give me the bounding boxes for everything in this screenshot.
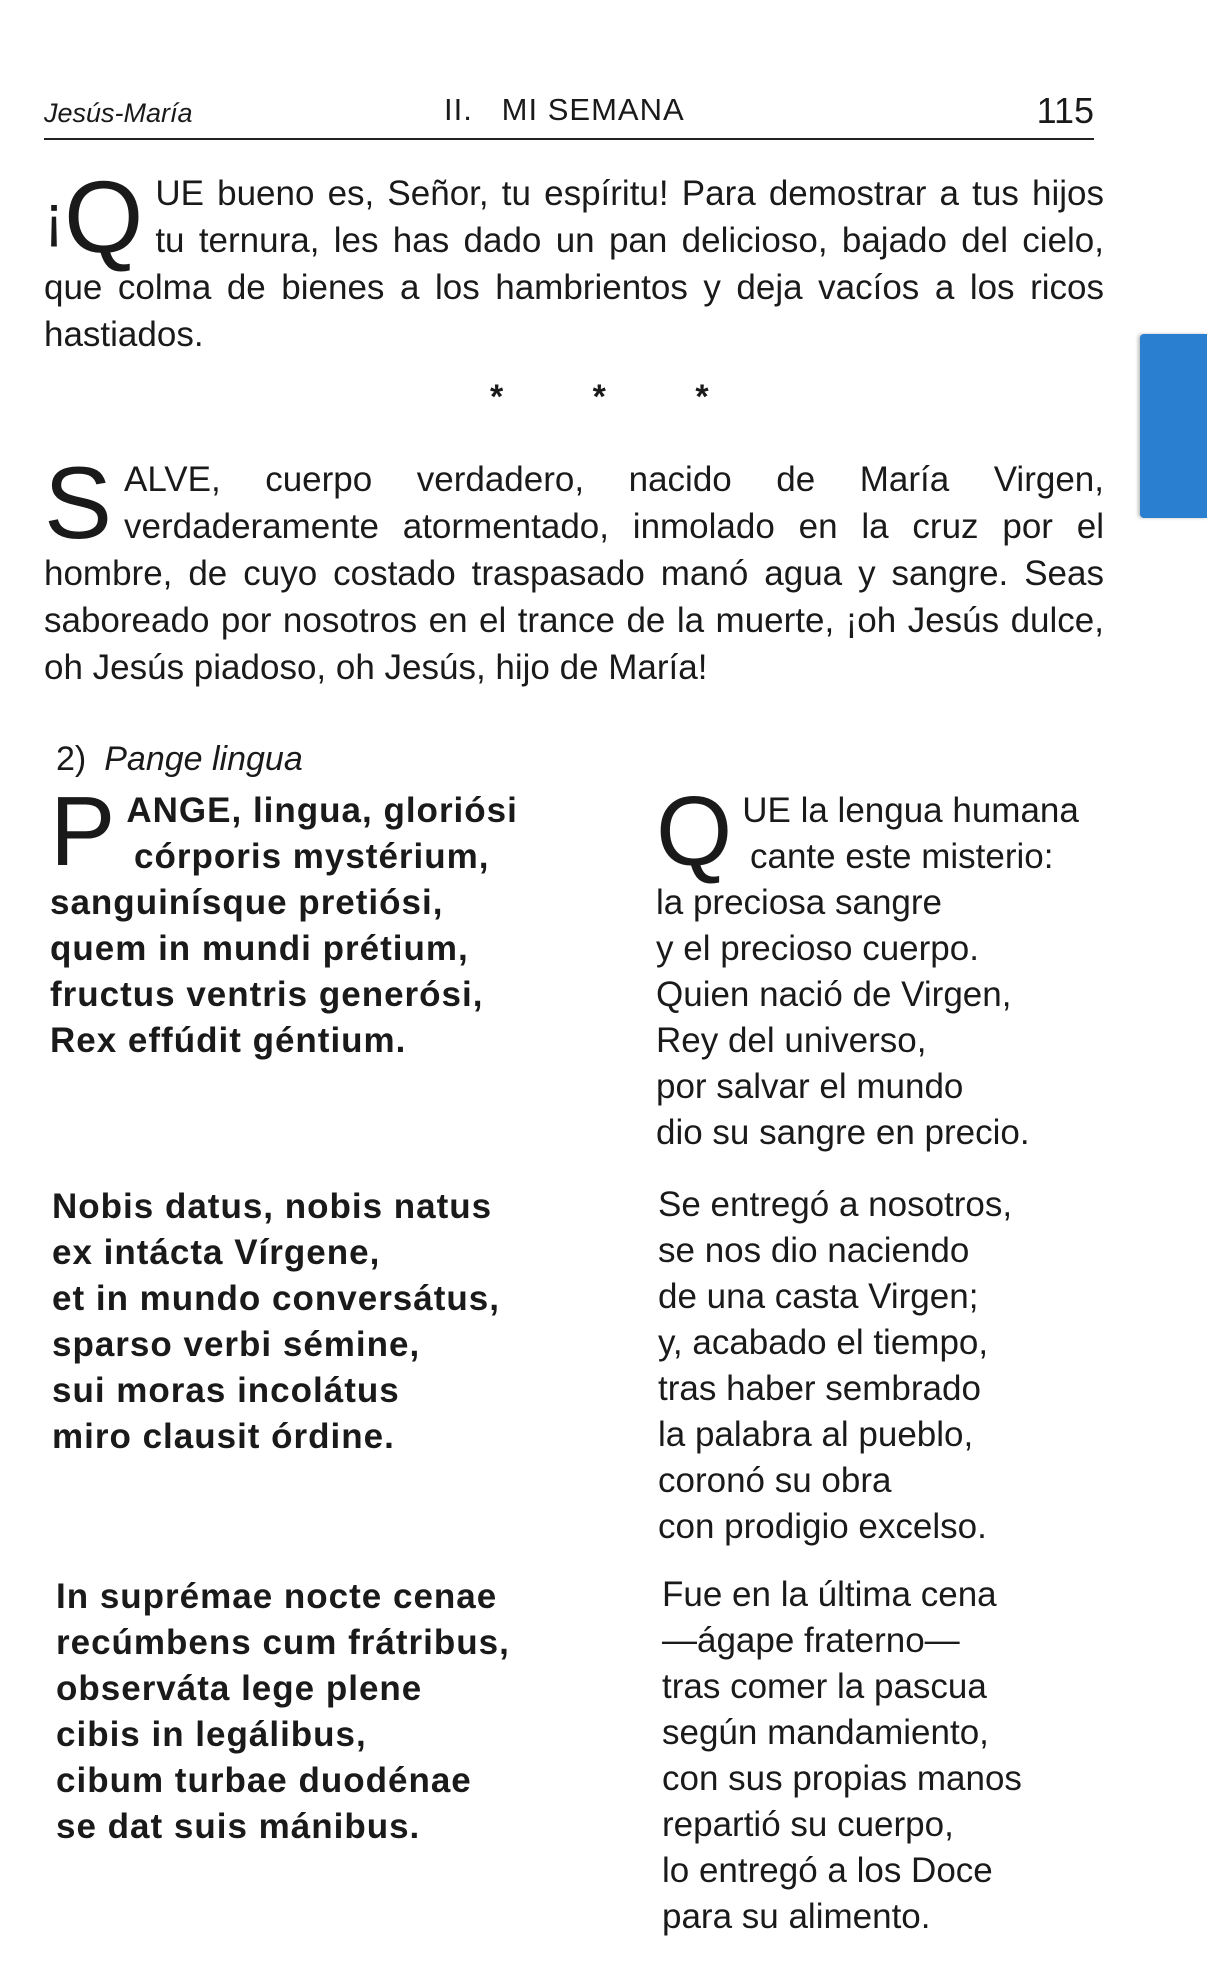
verse-line: observáta lege plene xyxy=(56,1669,423,1708)
verse-line: la preciosa sangre xyxy=(656,883,942,922)
salve-paragraph xyxy=(44,446,1104,691)
verse-line: córporis mystérium, xyxy=(134,837,490,876)
intro-small-caps: UE xyxy=(155,174,204,213)
intro-paragraph xyxy=(44,160,1104,358)
verse-line: lo entregó a los Doce xyxy=(662,1851,993,1890)
verse-line: Se entregó a nosotros, xyxy=(658,1185,1013,1224)
verse-line: Rex effúdit géntium. xyxy=(50,1021,407,1060)
latin-first-rest: lingua, gloriósi xyxy=(242,791,518,830)
latin-small-caps: ANGE, xyxy=(126,791,243,830)
stanza-1-latin xyxy=(50,776,518,1064)
verse-line: sui moras incolátus xyxy=(52,1371,400,1410)
bookmark-tab xyxy=(1140,334,1207,518)
stanza-1-spanish xyxy=(656,776,1079,1156)
verse-line: Quien nació de Virgen, xyxy=(656,975,1012,1014)
verse-line: coronó su obra xyxy=(658,1461,892,1500)
verse-line: según mandamiento, xyxy=(662,1713,989,1752)
latin-drop-cap: P xyxy=(50,776,117,886)
salve-small-caps: ALVE, xyxy=(124,460,221,499)
verse-line: de una casta Virgen; xyxy=(658,1277,979,1316)
spanish-drop-cap: Q xyxy=(656,776,733,886)
salve-text: cuerpo verdadero, nacido de María Virgen, verdaderamente atormentado, inmolado en la cruz por el hombre, de cuyo costado traspasado manó agua y sangre. Seas saboreado por nosotros en el trance de la muerte, ¡oh Jesús dulce, oh Jesús piadoso, oh Jesús, hijo de María! xyxy=(44,460,1104,687)
intro-opening-punct: ¡ xyxy=(44,183,64,250)
verse-line: sanguinísque pretiósi, xyxy=(50,883,444,922)
header-chapter: II. MI SEMANA xyxy=(444,92,685,127)
page-number: 115 xyxy=(1036,90,1094,131)
verse-line: Rey del universo, xyxy=(656,1021,927,1060)
intro-text: bueno es, Señor, tu espíritu! Para demostrar a tus hijos tu ternura, les has dado un pan delicioso, bajado del cielo, que colma de bienes a los hambrientos y deja vacíos a los ricos hastiados. xyxy=(44,174,1104,354)
verse-line: y, acabado el tiempo, xyxy=(658,1323,989,1362)
verse-line: fructus ventris generósi, xyxy=(50,975,484,1014)
verse-line: quem in mundi prétium, xyxy=(50,929,469,968)
stanza-3-spanish xyxy=(662,1572,1022,1940)
section-number: 2) xyxy=(56,740,87,778)
verse-line: repartió su cuerpo, xyxy=(662,1805,954,1844)
section-heading xyxy=(56,740,303,779)
verse-line: recúmbens cum frátribus, xyxy=(56,1623,510,1662)
verse-line: con prodigio excelso. xyxy=(658,1507,987,1546)
section-separator: * * * xyxy=(490,378,749,416)
verse-line: sparso verbi sémine, xyxy=(52,1325,421,1364)
verse-line: la palabra al pueblo, xyxy=(658,1415,974,1454)
stanza-3-latin xyxy=(56,1574,510,1850)
verse-line: se nos dio naciendo xyxy=(658,1231,970,1270)
verse-line: tras haber sembrado xyxy=(658,1369,981,1408)
spanish-first-rest: la lengua humana xyxy=(790,791,1079,830)
verse-line: para su alimento. xyxy=(662,1897,931,1936)
verse-line: Fue en la última cena xyxy=(662,1575,997,1614)
verse-line: cante este misterio: xyxy=(750,837,1054,876)
verse-line: —ágape fraterno— xyxy=(662,1621,960,1660)
verse-line: tras comer la pascua xyxy=(662,1667,987,1706)
verse-line: dio su sangre en precio. xyxy=(656,1113,1030,1152)
page-header xyxy=(44,88,1094,140)
verse-line: cibum turbae duodénae xyxy=(56,1761,472,1800)
stanza-2-spanish xyxy=(658,1182,1012,1550)
verse-line: Nobis datus, nobis natus xyxy=(52,1187,493,1226)
header-left: Jesús-María xyxy=(44,98,193,128)
verse-line: y el precioso cuerpo. xyxy=(656,929,979,968)
spanish-small-caps: UE xyxy=(742,791,791,830)
salve-drop-cap: S xyxy=(44,446,113,560)
verse-line: con sus propias manos xyxy=(662,1759,1022,1798)
verse-line: por salvar el mundo xyxy=(656,1067,964,1106)
section-title: Pange lingua xyxy=(104,740,303,778)
verse-line: In suprémae nocte cenae xyxy=(56,1577,498,1616)
verse-line: miro clausit órdine. xyxy=(52,1417,395,1456)
verse-line: ex intácta Vírgene, xyxy=(52,1233,381,1272)
stanza-2-latin xyxy=(52,1184,500,1460)
verse-line: se dat suis mánibus. xyxy=(56,1807,421,1846)
intro-drop-cap xyxy=(44,160,144,274)
intro-drop-letter: Q xyxy=(63,160,144,274)
verse-line: et in mundo conversátus, xyxy=(52,1279,500,1318)
verse-line: cibis in legálibus, xyxy=(56,1715,367,1754)
